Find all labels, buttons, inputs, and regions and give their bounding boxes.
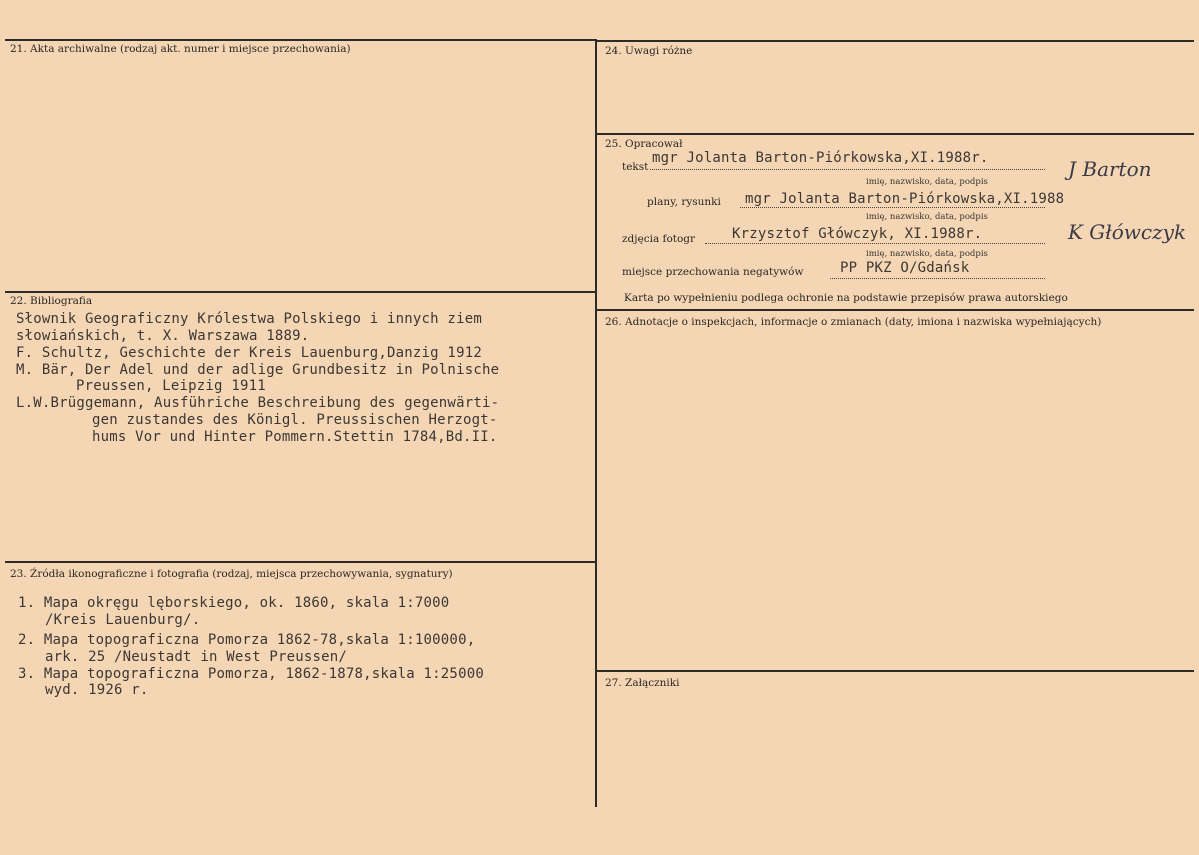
bibliography-line: słowiańskich, t. X. Warszawa 1889. <box>16 328 310 344</box>
iconography-line: 3. Mapa topograficzna Pomorza, 1862-1878,skala 1:25000 <box>18 666 484 682</box>
section-22-label: 22. Bibliografia <box>10 295 93 307</box>
zdjecia-dotted-line <box>705 243 1045 244</box>
bibliography-line: M. Bär, Der Adel und der adlige Grundbesitz in Polnische <box>16 362 500 378</box>
iconography-line: 2. Mapa topograficzna Pomorza 1862-78,skala 1:100000, <box>18 632 476 648</box>
signature-glowczyk: K Główczyk <box>1068 220 1187 244</box>
miejsce-label: miejsce przechowania negatywów <box>622 266 804 278</box>
bibliography-line: hums Vor und Hinter Pommern.Stettin 1784,Bd.II. <box>92 429 498 445</box>
plany-value: mgr Jolanta Barton-Piórkowska,XI.1988 <box>745 191 1065 207</box>
rule-24-25 <box>597 133 1194 135</box>
rule-22-23 <box>5 561 597 563</box>
signature-barton: J Barton <box>1068 157 1152 181</box>
miejsce-dotted-line <box>830 278 1045 279</box>
iconography-line: /Kreis Lauenburg/. <box>45 612 201 628</box>
rule-21-22 <box>5 291 597 293</box>
section-26-label: 26. Adnotacje o inspekcjach, informacje o zmianach (daty, imiona i nazwiska wypełniających) <box>605 316 1102 328</box>
bibliography-line: gen zustandes des Königl. Preussischen Herzogt- <box>92 412 498 428</box>
tekst-label: tekst <box>622 161 649 173</box>
zdjecia-caption: imię, nazwisko, data, podpis <box>866 249 988 259</box>
section-21-label: 21. Akta archiwalne (rodzaj akt. numer i miejsce przechowania) <box>10 43 351 55</box>
tekst-dotted-line <box>650 169 1045 170</box>
plany-label: plany, rysunki <box>647 196 721 208</box>
section-23-label: 23. Źródła ikonograficzne i fotografia (rodzaj, miejsca przechowywania, sygnatury) <box>10 568 453 580</box>
miejsce-value: PP PKZ O/Gdańsk <box>840 260 970 276</box>
bibliography-line: F. Schultz, Geschichte der Kreis Lauenburg,Danzig 1912 <box>16 345 482 361</box>
tekst-value: mgr Jolanta Barton-Piórkowska,XI.1988r. <box>652 150 989 166</box>
tekst-caption: imię, nazwisko, data, podpis <box>866 177 988 187</box>
plany-dotted-line <box>740 207 1045 208</box>
zdjecia-label: zdjęcia fotogr <box>622 233 696 245</box>
top-rule-left <box>5 39 597 41</box>
center-divider <box>595 39 597 807</box>
iconography-line: 1. Mapa okręgu lęborskiego, ok. 1860, skala 1:7000 <box>18 595 450 611</box>
copyright-note: Karta po wypełnieniu podlega ochronie na podstawie przepisów prawa autorskiego <box>624 292 1068 304</box>
bibliography-line: Preussen, Leipzig 1911 <box>76 378 266 394</box>
rule-26-27 <box>597 670 1194 672</box>
rule-25-26 <box>597 309 1194 311</box>
section-27-label: 27. Załączniki <box>605 677 680 689</box>
section-25-label: 25. Opracował <box>605 138 683 150</box>
iconography-line: wyd. 1926 r. <box>45 682 149 698</box>
section-24-label: 24. Uwagi różne <box>605 45 693 57</box>
top-rule-right <box>597 40 1194 42</box>
bibliography-line: L.W.Brüggemann, Ausführiche Beschreibung des gegenwärti- <box>16 395 500 411</box>
zdjecia-value: Krzysztof Główczyk, XI.1988r. <box>732 226 983 242</box>
bibliography-line: Słownik Geograficzny Królestwa Polskiego i innych ziem <box>16 311 482 327</box>
plany-caption: imię, nazwisko, data, podpis <box>866 212 988 222</box>
iconography-line: ark. 25 /Neustadt in West Preussen/ <box>45 649 348 665</box>
